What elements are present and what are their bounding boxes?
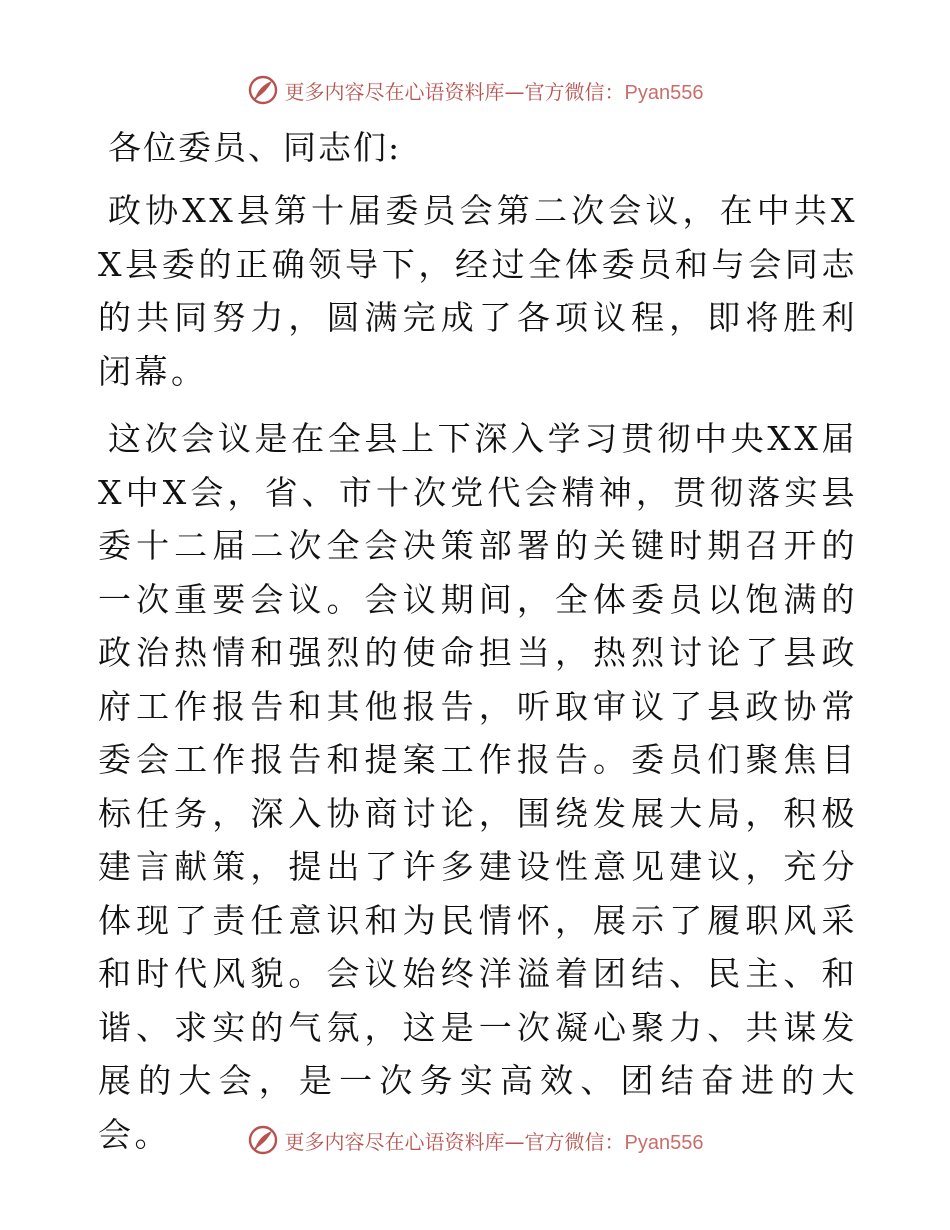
footer-watermark (0, 1120, 950, 1160)
watermark-text: 更多内容尽在心语资料库—官方微信：Pyan556 (284, 79, 704, 104)
wechat-id: Pyan556 (624, 81, 704, 104)
document-body (98, 122, 858, 1175)
paragraph-2: 这次会议是在全县上下深入学习贯彻中央XX届X中X会，省、市十次党代会精神，贯彻落实县委十二届二次全会决策部署的关键时期召开的一次重要会议。会议期间，全体委员以饱满的政治热情和强烈的使命担当，热烈讨论了县政府工作报告和其他报告，听取审议了县政协常委会工作报告和提案工作报告。委员们聚焦目标任务，深入协商讨论，围绕发展大局，积极建言献策，提出了许多建设性意见建议，充分体现了责任意识和为民情怀，展示了履职风采和时代风貌。会议始终洋溢着团结、民主、和谐、求实的气氛，这是一次凝心聚力、共谋发展的大会，是一次务实高效、团结奋进的大会。 (98, 419, 858, 1154)
watermark-text: 更多内容尽在心语资料库—官方微信：Pyan556 (284, 1129, 704, 1154)
wechat-id: Pyan556 (624, 1131, 704, 1154)
salutation: 各位委员、同志们: (108, 128, 402, 167)
quill-pen-logo-icon (247, 74, 279, 106)
paragraph-1: 政协XX县第十届委员会第二次会议，在中共XX县委的正确领导下，经过全体委员和与会同志的共同努力，圆满完成了各项议程，即将胜利闭幕。 (98, 191, 858, 391)
header-watermark (0, 70, 950, 110)
quill-pen-logo-icon (247, 1124, 279, 1156)
